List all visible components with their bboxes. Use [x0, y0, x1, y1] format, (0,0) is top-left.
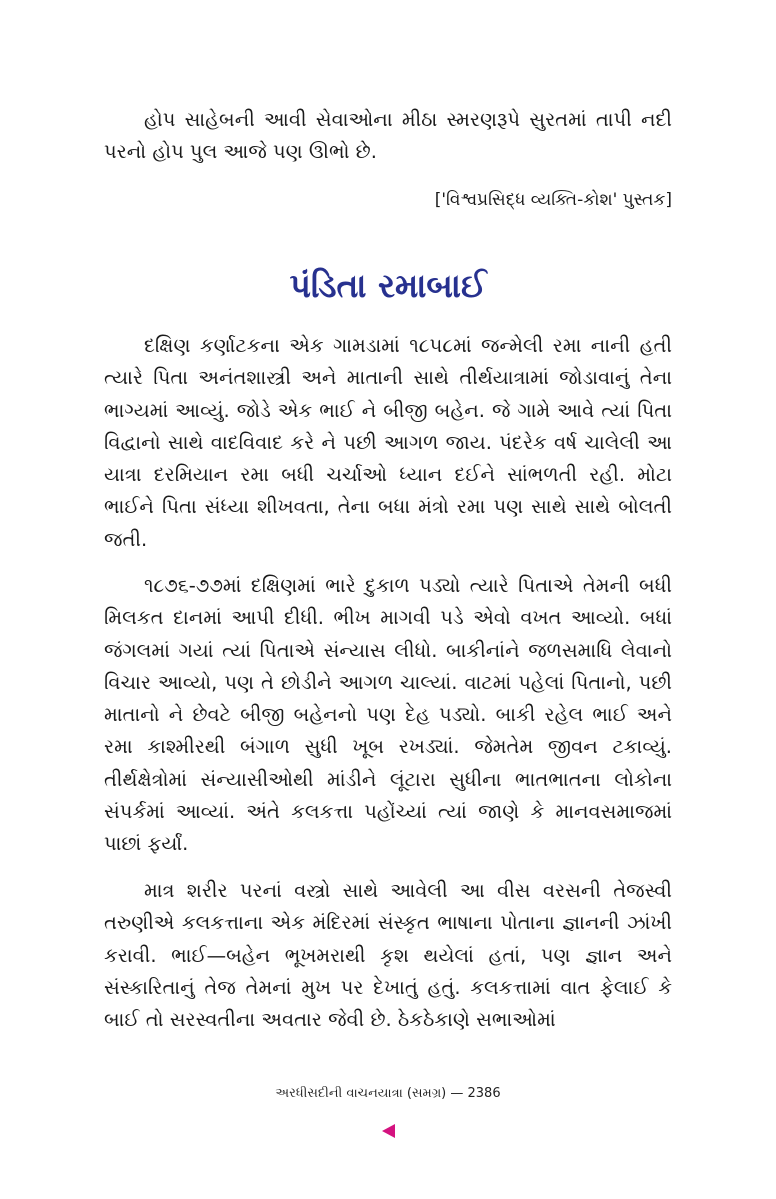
previous-page-arrow-icon[interactable]	[382, 1124, 395, 1138]
chapter-title: પંડિતા રમાબાઈ	[289, 266, 487, 305]
body-paragraph: દક્ષિણ કર્ણાટકના એક ગામડામાં ૧૮૫૮માં જન્મેલી રમા નાની હતી ત્યારે પિતા અનંતશાસ્ત્રી અને માતાની સાથે તીર્થયાત્રામાં જોડાવાનું તેના ભાગ્યમાં આવ્યું. જોડે એક ભાઈ ને બીજી બહેન. જે ગામે આવે ત્યાં પિતા વિદ્વાનો સાથે વાદવિવાદ કરે ને પછી આગળ જાય. પંદરેક વર્ષ ચાલેલી આ યાત્રા દરમિયાન રમા બધી ચર્ચાઓ ધ્યાન દઈને સાંભળતી રહી. મોટા ભાઈને પિતા સંધ્યા શીખવતા, તેના બધા મંત્રો રમા પણ સાથે સાથે બોલતી જતી.	[104, 334, 672, 551]
page-footer: અરધીસદીની વાચનયાત્રા (સમગ્ર) — 2386	[275, 1086, 501, 1101]
intro-paragraph: હોપ સાહેબની આવી સેવાઓના મીઠા સ્મરણરૂપે સુરતમાં તાપી નદી પરનો હોપ પુલ આજે પણ ઊભો છે.	[104, 108, 672, 164]
body-paragraph: ૧૮૭૬-૭૭માં દક્ષિણમાં ભારે દુકાળ પડ્યો ત્યારે પિતાએ તેમની બધી મિલકત દાનમાં આપી દીધી. ભીખ માગવી પડે એવો વખત આવ્યો. બધાં જંગલમાં ગયાં ત્યાં પિતાએ સંન્યાસ લીધો. બાકીનાંને જળસમાધિ લેવાનો વિચાર આવ્યો, પણ તે છોડીને આગળ ચાલ્યાં. વાટમાં પહેલાં પિતાનો, પછી માતાનો ને છેવટે બીજી બહેનનો પણ દેહ પડ્યો. બાકી રહેલ ભાઈ અને રમા કાશ્મીરથી બંગાળ સુધી ખૂબ રખડ્યાં. જેમતેમ જીવન ટકાવ્યું. તીર્થક્ષેત્રોમાં સંન્યાસીઓથી માંડીને લૂંટારા સુધીના ભાતભાતના લોકોના સંપર્કમાં આવ્યાં. અંતે કલકત્તા પહોંચ્યાં ત્યાં જાણે કે માનવસમાજમાં પાછાં ફર્યાં.	[104, 574, 672, 856]
body-paragraph: માત્ર શરીર પરનાં વસ્ત્રો સાથે આવેલી આ વીસ વરસની તેજસ્વી તરુણીએ કલકત્તાના એક મંદિરમાં સંસ્કૃત ભાષાના પોતાના જ્ઞાનની ઝાંખી કરાવી. ભાઈ—બહેન ભૂખમરાથી કૃશ થયેલાં હતાં, પણ જ્ઞાન અને સંસ્કારિતાનું તેજ તેમનાં મુખ પર દેખાતું હતું. કલકત્તામાં વાત ફેલાઈ કે બાઈ તો સરસ્વતીના અવતાર જેવી છે. ઠેકઠેકાણે સભાઓમાં	[104, 879, 672, 1032]
source-citation: ['વિશ્વપ્રસિદ્ધ વ્યક્તિ-કોશ' પુસ્તક]	[434, 190, 672, 210]
